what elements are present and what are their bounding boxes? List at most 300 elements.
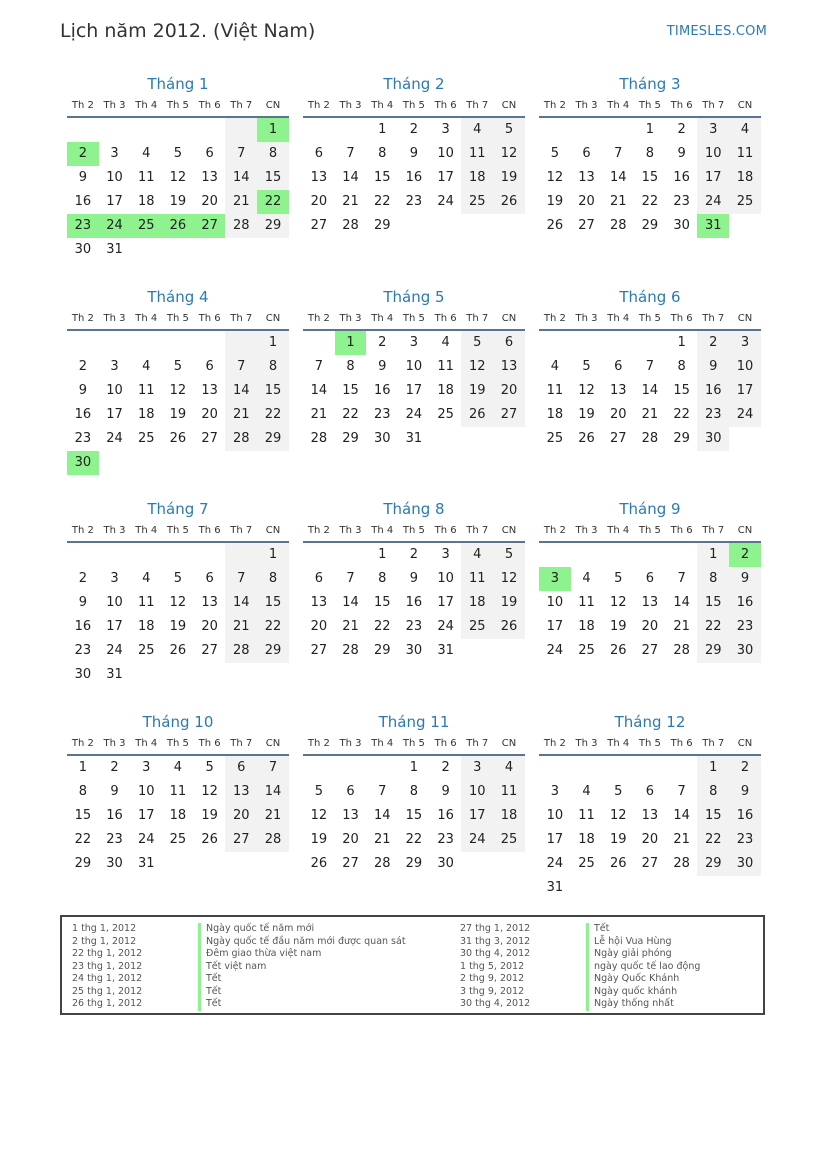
- day-cell[interactable]: 20: [609, 407, 627, 422]
- day-cell[interactable]: 29: [697, 639, 729, 663]
- day-cell[interactable]: 14: [257, 780, 289, 804]
- day-cell[interactable]: 5: [314, 784, 323, 799]
- day-cell[interactable]: 15: [405, 808, 423, 823]
- day-cell[interactable]: 3: [441, 547, 450, 562]
- day-cell[interactable]: 18: [578, 832, 595, 847]
- day-cell[interactable]: 20: [493, 379, 525, 403]
- day-cell[interactable]: 26: [461, 403, 493, 427]
- day-cell[interactable]: 27: [310, 218, 328, 233]
- day-cell[interactable]: 25: [493, 828, 525, 852]
- day-cell[interactable]: 8: [409, 784, 419, 799]
- day-cell[interactable]: 11: [461, 142, 493, 166]
- day-cell[interactable]: 2: [78, 359, 87, 374]
- day-cell[interactable]: 22: [257, 615, 289, 639]
- day-cell[interactable]: 12: [609, 595, 627, 610]
- day-cell[interactable]: 15: [74, 808, 92, 823]
- day-cell[interactable]: 5: [493, 118, 525, 142]
- day-cell[interactable]: 5: [582, 359, 591, 374]
- day-cell[interactable]: 3: [110, 359, 119, 374]
- day-cell[interactable]: 10: [729, 355, 761, 379]
- day-cell[interactable]: 29: [373, 218, 391, 233]
- day-cell[interactable]: 21: [257, 804, 289, 828]
- day-cell[interactable]: 19: [578, 407, 595, 422]
- day-cell[interactable]: 7: [257, 756, 289, 780]
- day-cell[interactable]: 20: [201, 407, 218, 422]
- day-cell[interactable]: 26: [578, 431, 595, 446]
- day-cell[interactable]: 15: [673, 383, 690, 398]
- day-cell[interactable]: 22: [373, 619, 391, 634]
- day-cell[interactable]: 25: [461, 190, 493, 214]
- holiday-day-cell[interactable]: 30: [67, 451, 99, 475]
- day-cell[interactable]: 20: [201, 619, 218, 634]
- day-cell[interactable]: 9: [110, 784, 119, 799]
- day-cell[interactable]: 23: [437, 832, 454, 847]
- holiday-day-cell[interactable]: 2: [67, 142, 99, 166]
- day-cell[interactable]: 28: [673, 856, 690, 871]
- day-cell[interactable]: 21: [342, 619, 359, 634]
- holiday-day-cell[interactable]: 24: [99, 214, 131, 238]
- day-cell[interactable]: 2: [697, 331, 729, 355]
- day-cell[interactable]: 11: [437, 359, 454, 374]
- day-cell[interactable]: 8: [677, 359, 686, 374]
- day-cell[interactable]: 19: [546, 194, 564, 209]
- day-cell[interactable]: 28: [342, 218, 359, 233]
- day-cell[interactable]: 8: [346, 359, 355, 374]
- day-cell[interactable]: 2: [677, 122, 686, 137]
- day-cell[interactable]: 20: [201, 194, 218, 209]
- day-cell[interactable]: 17: [137, 808, 155, 823]
- day-cell[interactable]: 30: [74, 242, 92, 257]
- day-cell[interactable]: 5: [461, 331, 493, 355]
- day-cell[interactable]: 17: [437, 170, 454, 185]
- day-cell[interactable]: 9: [78, 170, 87, 185]
- day-cell[interactable]: 14: [225, 591, 257, 615]
- day-cell[interactable]: 4: [142, 359, 151, 374]
- day-cell[interactable]: 3: [729, 331, 761, 355]
- day-cell[interactable]: 17: [405, 383, 423, 398]
- holiday-day-cell[interactable]: 26: [162, 214, 194, 238]
- day-cell[interactable]: 24: [405, 407, 423, 422]
- day-cell[interactable]: 29: [257, 639, 289, 663]
- day-cell[interactable]: 10: [437, 146, 454, 161]
- day-cell[interactable]: 20: [641, 832, 659, 847]
- day-cell[interactable]: 23: [373, 407, 391, 422]
- day-cell[interactable]: 6: [645, 571, 655, 586]
- day-cell[interactable]: 28: [641, 431, 659, 446]
- day-cell[interactable]: 18: [461, 166, 493, 190]
- day-cell[interactable]: 6: [346, 784, 355, 799]
- holiday-day-cell[interactable]: 1: [335, 331, 367, 355]
- day-cell[interactable]: 3: [441, 122, 450, 137]
- day-cell[interactable]: 7: [378, 784, 387, 799]
- day-cell[interactable]: 20: [310, 194, 328, 209]
- day-cell[interactable]: 6: [645, 784, 655, 799]
- day-cell[interactable]: 8: [378, 146, 387, 161]
- day-cell[interactable]: 14: [225, 166, 257, 190]
- day-cell[interactable]: 29: [697, 852, 729, 876]
- day-cell[interactable]: 17: [106, 407, 123, 422]
- day-cell[interactable]: 25: [546, 431, 564, 446]
- day-cell[interactable]: 17: [697, 166, 729, 190]
- day-cell[interactable]: 4: [173, 760, 183, 775]
- day-cell[interactable]: 21: [310, 407, 328, 422]
- day-cell[interactable]: 27: [201, 643, 218, 658]
- day-cell[interactable]: 30: [373, 431, 391, 446]
- day-cell[interactable]: 8: [78, 784, 87, 799]
- day-cell[interactable]: 28: [609, 218, 627, 233]
- day-cell[interactable]: 27: [641, 643, 659, 658]
- day-cell[interactable]: 7: [225, 355, 257, 379]
- day-cell[interactable]: 17: [546, 832, 564, 847]
- day-cell[interactable]: 25: [169, 832, 187, 847]
- day-cell[interactable]: 5: [173, 146, 183, 161]
- day-cell[interactable]: 17: [106, 194, 123, 209]
- day-cell[interactable]: 15: [373, 170, 391, 185]
- day-cell[interactable]: 14: [342, 170, 359, 185]
- day-cell[interactable]: 13: [609, 383, 627, 398]
- day-cell[interactable]: 8: [378, 571, 387, 586]
- day-cell[interactable]: 9: [697, 355, 729, 379]
- day-cell[interactable]: 24: [546, 856, 564, 871]
- day-cell[interactable]: 26: [493, 190, 525, 214]
- day-cell[interactable]: 8: [257, 567, 289, 591]
- day-cell[interactable]: 6: [314, 571, 323, 586]
- day-cell[interactable]: 31: [437, 643, 454, 658]
- day-cell[interactable]: 10: [106, 170, 123, 185]
- day-cell[interactable]: 8: [257, 142, 289, 166]
- day-cell[interactable]: 23: [697, 403, 729, 427]
- day-cell[interactable]: 3: [697, 118, 729, 142]
- day-cell[interactable]: 17: [106, 619, 123, 634]
- day-cell[interactable]: 29: [257, 427, 289, 451]
- day-cell[interactable]: 16: [729, 804, 761, 828]
- day-cell[interactable]: 21: [225, 615, 257, 639]
- day-cell[interactable]: 22: [257, 403, 289, 427]
- day-cell[interactable]: 18: [546, 407, 564, 422]
- day-cell[interactable]: 18: [578, 619, 595, 634]
- day-cell[interactable]: 25: [578, 856, 595, 871]
- day-cell[interactable]: 13: [641, 808, 659, 823]
- day-cell[interactable]: 9: [729, 567, 761, 591]
- day-cell[interactable]: 25: [461, 615, 493, 639]
- day-cell[interactable]: 26: [493, 615, 525, 639]
- day-cell[interactable]: 25: [578, 643, 595, 658]
- day-cell[interactable]: 28: [310, 431, 328, 446]
- day-cell[interactable]: 29: [373, 643, 391, 658]
- day-cell[interactable]: 9: [378, 359, 387, 374]
- day-cell[interactable]: 4: [582, 784, 591, 799]
- day-cell[interactable]: 2: [409, 122, 419, 137]
- day-cell[interactable]: 5: [614, 784, 623, 799]
- day-cell[interactable]: 2: [378, 335, 387, 350]
- day-cell[interactable]: 7: [614, 146, 623, 161]
- day-cell[interactable]: 31: [137, 856, 155, 871]
- day-cell[interactable]: 19: [493, 166, 525, 190]
- day-cell[interactable]: 11: [137, 170, 155, 185]
- day-cell[interactable]: 13: [310, 170, 328, 185]
- day-cell[interactable]: 24: [106, 643, 123, 658]
- day-cell[interactable]: 14: [673, 595, 690, 610]
- day-cell[interactable]: 26: [169, 431, 187, 446]
- day-cell[interactable]: 13: [225, 780, 257, 804]
- day-cell[interactable]: 9: [78, 383, 87, 398]
- day-cell[interactable]: 23: [729, 615, 761, 639]
- day-cell[interactable]: 24: [461, 828, 493, 852]
- day-cell[interactable]: 16: [74, 407, 92, 422]
- day-cell[interactable]: 4: [729, 118, 761, 142]
- day-cell[interactable]: 2: [729, 756, 761, 780]
- day-cell[interactable]: 26: [546, 218, 564, 233]
- day-cell[interactable]: 24: [437, 619, 454, 634]
- day-cell[interactable]: 16: [74, 194, 92, 209]
- day-cell[interactable]: 22: [697, 615, 729, 639]
- day-cell[interactable]: 30: [697, 427, 729, 451]
- day-cell[interactable]: 15: [342, 383, 359, 398]
- day-cell[interactable]: 5: [614, 571, 623, 586]
- day-cell[interactable]: 10: [106, 383, 123, 398]
- day-cell[interactable]: 28: [225, 427, 257, 451]
- day-cell[interactable]: 16: [373, 383, 391, 398]
- day-cell[interactable]: 30: [106, 856, 123, 871]
- day-cell[interactable]: 20: [342, 832, 359, 847]
- day-cell[interactable]: 28: [373, 856, 391, 871]
- day-cell[interactable]: 10: [106, 595, 123, 610]
- day-cell[interactable]: 6: [205, 571, 214, 586]
- day-cell[interactable]: 12: [578, 383, 595, 398]
- day-cell[interactable]: 27: [310, 643, 328, 658]
- day-cell[interactable]: 14: [225, 379, 257, 403]
- day-cell[interactable]: 25: [437, 407, 454, 422]
- day-cell[interactable]: 21: [225, 403, 257, 427]
- day-cell[interactable]: 5: [173, 571, 183, 586]
- day-cell[interactable]: 31: [106, 667, 123, 682]
- day-cell[interactable]: 16: [106, 808, 123, 823]
- day-cell[interactable]: 1: [409, 760, 419, 775]
- day-cell[interactable]: 12: [461, 355, 493, 379]
- day-cell[interactable]: 6: [314, 146, 323, 161]
- day-cell[interactable]: 18: [137, 194, 155, 209]
- day-cell[interactable]: 12: [493, 142, 525, 166]
- day-cell[interactable]: 26: [201, 832, 218, 847]
- day-cell[interactable]: 10: [697, 142, 729, 166]
- day-cell[interactable]: 30: [437, 856, 454, 871]
- day-cell[interactable]: 8: [697, 567, 729, 591]
- day-cell[interactable]: 24: [697, 190, 729, 214]
- day-cell[interactable]: 19: [201, 808, 218, 823]
- day-cell[interactable]: 16: [437, 808, 454, 823]
- day-cell[interactable]: 15: [641, 170, 659, 185]
- day-cell[interactable]: 20: [310, 619, 328, 634]
- day-cell[interactable]: 24: [137, 832, 155, 847]
- day-cell[interactable]: 1: [645, 122, 655, 137]
- day-cell[interactable]: 25: [729, 190, 761, 214]
- day-cell[interactable]: 8: [645, 146, 655, 161]
- day-cell[interactable]: 23: [405, 194, 423, 209]
- day-cell[interactable]: 13: [201, 170, 218, 185]
- day-cell[interactable]: 31: [106, 242, 123, 257]
- day-cell[interactable]: 29: [673, 431, 690, 446]
- day-cell[interactable]: 13: [201, 595, 218, 610]
- day-cell[interactable]: 30: [729, 852, 761, 876]
- day-cell[interactable]: 19: [310, 832, 328, 847]
- day-cell[interactable]: 18: [493, 804, 525, 828]
- holiday-day-cell[interactable]: 23: [67, 214, 99, 238]
- day-cell[interactable]: 26: [310, 856, 328, 871]
- day-cell[interactable]: 7: [225, 142, 257, 166]
- day-cell[interactable]: 15: [257, 591, 289, 615]
- day-cell[interactable]: 17: [729, 379, 761, 403]
- holiday-day-cell[interactable]: 25: [130, 214, 162, 238]
- day-cell[interactable]: 13: [641, 595, 659, 610]
- day-cell[interactable]: 22: [74, 832, 92, 847]
- day-cell[interactable]: 16: [405, 595, 423, 610]
- day-cell[interactable]: 14: [609, 170, 627, 185]
- day-cell[interactable]: 18: [137, 619, 155, 634]
- day-cell[interactable]: 4: [142, 571, 151, 586]
- brand-link[interactable]: TIMESLES.COM: [666, 24, 767, 39]
- day-cell[interactable]: 4: [461, 118, 493, 142]
- day-cell[interactable]: 14: [673, 808, 690, 823]
- day-cell[interactable]: 23: [729, 828, 761, 852]
- day-cell[interactable]: 14: [310, 383, 328, 398]
- day-cell[interactable]: 11: [137, 383, 155, 398]
- day-cell[interactable]: 8: [697, 780, 729, 804]
- day-cell[interactable]: 17: [437, 595, 454, 610]
- day-cell[interactable]: 13: [493, 355, 525, 379]
- day-cell[interactable]: 23: [74, 431, 92, 446]
- day-cell[interactable]: 9: [409, 571, 419, 586]
- day-cell[interactable]: 17: [546, 619, 564, 634]
- day-cell[interactable]: 10: [137, 784, 155, 799]
- day-cell[interactable]: 18: [137, 407, 155, 422]
- day-cell[interactable]: 12: [310, 808, 328, 823]
- day-cell[interactable]: 28: [673, 643, 690, 658]
- day-cell[interactable]: 27: [609, 431, 627, 446]
- day-cell[interactable]: 21: [342, 194, 359, 209]
- day-cell[interactable]: 19: [169, 619, 187, 634]
- day-cell[interactable]: 29: [257, 214, 289, 238]
- day-cell[interactable]: 7: [225, 567, 257, 591]
- day-cell[interactable]: 21: [609, 194, 627, 209]
- day-cell[interactable]: 1: [257, 543, 289, 567]
- day-cell[interactable]: 16: [697, 379, 729, 403]
- day-cell[interactable]: 18: [437, 383, 454, 398]
- day-cell[interactable]: 4: [582, 571, 591, 586]
- day-cell[interactable]: 23: [74, 643, 92, 658]
- day-cell[interactable]: 20: [578, 194, 595, 209]
- day-cell[interactable]: 9: [441, 784, 450, 799]
- day-cell[interactable]: 19: [609, 832, 627, 847]
- day-cell[interactable]: 27: [225, 828, 257, 852]
- day-cell[interactable]: 25: [137, 431, 155, 446]
- day-cell[interactable]: 12: [169, 170, 187, 185]
- day-cell[interactable]: 12: [201, 784, 218, 799]
- day-cell[interactable]: 10: [437, 571, 454, 586]
- day-cell[interactable]: 11: [137, 595, 155, 610]
- day-cell[interactable]: 28: [342, 643, 359, 658]
- day-cell[interactable]: 12: [169, 383, 187, 398]
- day-cell[interactable]: 9: [677, 146, 686, 161]
- day-cell[interactable]: 9: [78, 595, 87, 610]
- day-cell[interactable]: 30: [405, 643, 423, 658]
- day-cell[interactable]: 21: [641, 407, 659, 422]
- day-cell[interactable]: 11: [578, 595, 595, 610]
- day-cell[interactable]: 1: [677, 335, 686, 350]
- day-cell[interactable]: 4: [550, 359, 559, 374]
- day-cell[interactable]: 12: [609, 808, 627, 823]
- day-cell[interactable]: 10: [546, 808, 564, 823]
- day-cell[interactable]: 24: [437, 194, 454, 209]
- day-cell[interactable]: 4: [142, 146, 151, 161]
- day-cell[interactable]: 27: [578, 218, 595, 233]
- day-cell[interactable]: 6: [582, 146, 591, 161]
- day-cell[interactable]: 22: [405, 832, 423, 847]
- day-cell[interactable]: 7: [645, 359, 655, 374]
- day-cell[interactable]: 24: [729, 403, 761, 427]
- day-cell[interactable]: 22: [342, 407, 359, 422]
- day-cell[interactable]: 7: [346, 146, 355, 161]
- day-cell[interactable]: 1: [378, 122, 387, 137]
- holiday-day-cell[interactable]: 2: [729, 543, 761, 567]
- day-cell[interactable]: 1: [697, 756, 729, 780]
- day-cell[interactable]: 21: [673, 619, 690, 634]
- day-cell[interactable]: 29: [405, 856, 423, 871]
- day-cell[interactable]: 27: [342, 856, 359, 871]
- day-cell[interactable]: 15: [373, 595, 391, 610]
- day-cell[interactable]: 21: [673, 832, 690, 847]
- day-cell[interactable]: 12: [169, 595, 187, 610]
- day-cell[interactable]: 31: [546, 880, 564, 895]
- day-cell[interactable]: 4: [493, 756, 525, 780]
- day-cell[interactable]: 24: [106, 431, 123, 446]
- day-cell[interactable]: 29: [641, 218, 659, 233]
- day-cell[interactable]: 30: [729, 639, 761, 663]
- day-cell[interactable]: 10: [461, 780, 493, 804]
- day-cell[interactable]: 6: [614, 359, 623, 374]
- day-cell[interactable]: 30: [74, 667, 92, 682]
- day-cell[interactable]: 5: [173, 359, 183, 374]
- day-cell[interactable]: 1: [378, 547, 387, 562]
- day-cell[interactable]: 13: [578, 170, 595, 185]
- day-cell[interactable]: 27: [201, 431, 218, 446]
- day-cell[interactable]: 25: [137, 643, 155, 658]
- day-cell[interactable]: 16: [74, 619, 92, 634]
- day-cell[interactable]: 14: [342, 595, 359, 610]
- day-cell[interactable]: 31: [405, 431, 423, 446]
- day-cell[interactable]: 3: [110, 146, 119, 161]
- day-cell[interactable]: 16: [729, 591, 761, 615]
- day-cell[interactable]: 21: [373, 832, 391, 847]
- day-cell[interactable]: 8: [257, 355, 289, 379]
- day-cell[interactable]: 15: [697, 804, 729, 828]
- day-cell[interactable]: 27: [641, 856, 659, 871]
- day-cell[interactable]: 17: [461, 804, 493, 828]
- day-cell[interactable]: 6: [205, 146, 214, 161]
- day-cell[interactable]: 15: [257, 379, 289, 403]
- day-cell[interactable]: 1: [78, 760, 87, 775]
- day-cell[interactable]: 6: [225, 756, 257, 780]
- day-cell[interactable]: 6: [493, 331, 525, 355]
- day-cell[interactable]: 7: [314, 359, 323, 374]
- day-cell[interactable]: 19: [493, 591, 525, 615]
- day-cell[interactable]: 11: [578, 808, 595, 823]
- day-cell[interactable]: 11: [493, 780, 525, 804]
- day-cell[interactable]: 21: [225, 190, 257, 214]
- day-cell[interactable]: 4: [461, 543, 493, 567]
- day-cell[interactable]: 26: [609, 856, 627, 871]
- day-cell[interactable]: 4: [441, 335, 450, 350]
- day-cell[interactable]: 11: [546, 383, 564, 398]
